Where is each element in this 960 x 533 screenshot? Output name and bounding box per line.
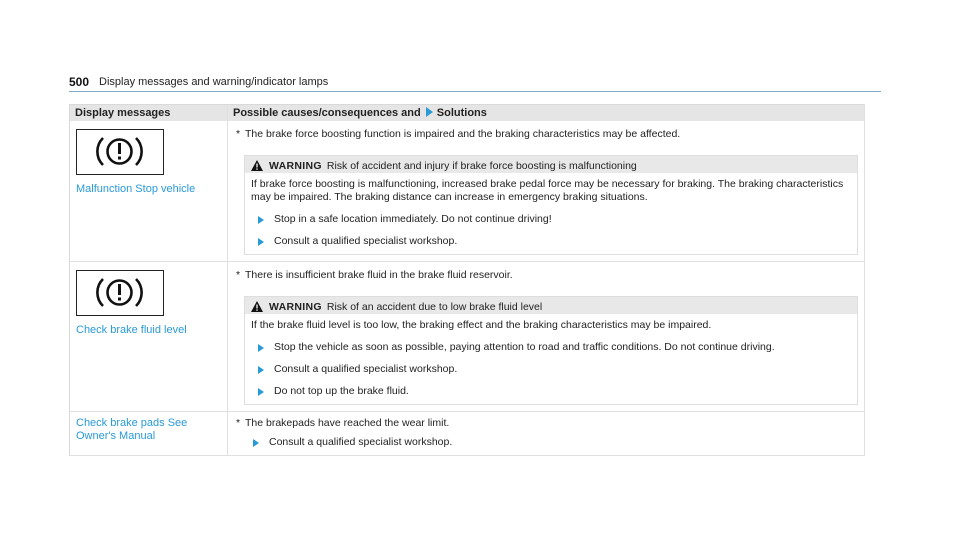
warning-triangle-icon — [251, 301, 263, 312]
causes-cell — [228, 261, 865, 411]
brake-warning-icon — [76, 129, 164, 175]
message-label: Malfunction Stop vehicle — [76, 182, 196, 195]
step-arrow-icon — [258, 238, 264, 246]
cause-label: The brakepads have reached the wear limit. — [245, 416, 450, 429]
page-number: 500 — [69, 75, 90, 89]
bullet-star: * — [236, 416, 241, 429]
cause-text — [236, 269, 858, 282]
column-header-display-messages: Display messages — [70, 105, 228, 121]
message-label-line: Check brake pads See — [76, 416, 188, 429]
step-arrow-icon — [258, 344, 264, 352]
solution-step — [254, 213, 851, 226]
message-cell — [70, 411, 228, 455]
page-title: Display messages and warning/indicator lamps — [99, 76, 329, 88]
page-header — [69, 74, 881, 92]
bullet-star: * — [236, 268, 241, 281]
solution-step — [254, 385, 851, 398]
table-row — [70, 121, 865, 262]
message-label — [76, 417, 222, 443]
warning-header — [245, 156, 857, 173]
solution-step — [254, 363, 851, 376]
message-label: Check brake fluid level — [76, 323, 187, 336]
step-text: Stop in a safe location immediately. Do not continue driving! — [274, 212, 552, 225]
step-text: Consult a qualified specialist workshop. — [274, 362, 458, 375]
solution-step — [254, 235, 851, 248]
bullet-star: * — [236, 127, 241, 140]
step-text: Consult a qualified specialist workshop. — [274, 234, 458, 247]
step-text: Consult a qualified specialist workshop. — [269, 435, 453, 448]
solution-arrow-icon — [426, 107, 433, 117]
step-arrow-icon — [253, 439, 259, 447]
warning-box — [244, 296, 858, 405]
cause-text — [236, 128, 858, 141]
message-label-line: Owner's Manual — [76, 429, 156, 442]
warning-body-text: If brake force boosting is malfunctioning, increased brake pedal force may be necessary for braking. The braking characteristics may be impaired. The braking distance can increase in emergency braking situations. — [251, 177, 844, 203]
warning-heading-text: Risk of an accident due to low brake fluid level — [326, 300, 543, 313]
solution-step — [254, 341, 851, 354]
column-header-causes — [228, 105, 865, 121]
column-header-solutions-label: Solutions — [436, 107, 487, 119]
table-header-row — [70, 105, 865, 121]
warning-title: WARNING — [269, 300, 322, 313]
brake-warning-icon — [76, 270, 164, 316]
causes-cell — [228, 411, 865, 455]
warning-title: WARNING — [269, 159, 322, 172]
warning-header — [245, 297, 857, 314]
warning-heading-text: Risk of accident and injury if brake force boosting is malfunctioning — [326, 159, 637, 172]
display-messages-table — [69, 104, 865, 456]
message-cell — [70, 121, 228, 262]
table-row — [70, 261, 865, 411]
step-arrow-icon — [258, 366, 264, 374]
step-text: Stop the vehicle as soon as possible, paying attention to road and traffic conditions. Do not continue driving. — [274, 340, 775, 353]
warning-body — [245, 173, 857, 254]
step-arrow-icon — [258, 388, 264, 396]
column-header-causes-label: Possible causes/consequences and — [233, 107, 421, 119]
cause-label: There is insufficient brake fluid in the brake fluid reservoir. — [245, 268, 513, 281]
warning-box — [244, 155, 858, 255]
step-text: Do not top up the brake fluid. — [274, 384, 409, 397]
cause-label: The brake force boosting function is impaired and the braking characteristics may be affected. — [245, 127, 681, 140]
table-row — [70, 411, 865, 455]
solution-step — [249, 436, 858, 449]
causes-cell — [228, 121, 865, 262]
warning-body-text: If the brake fluid level is too low, the braking effect and the braking characteristics may be impaired. — [251, 318, 712, 331]
cause-text — [236, 417, 858, 430]
step-arrow-icon — [258, 216, 264, 224]
warning-triangle-icon — [251, 160, 263, 171]
message-cell — [70, 261, 228, 411]
warning-body — [245, 314, 857, 404]
